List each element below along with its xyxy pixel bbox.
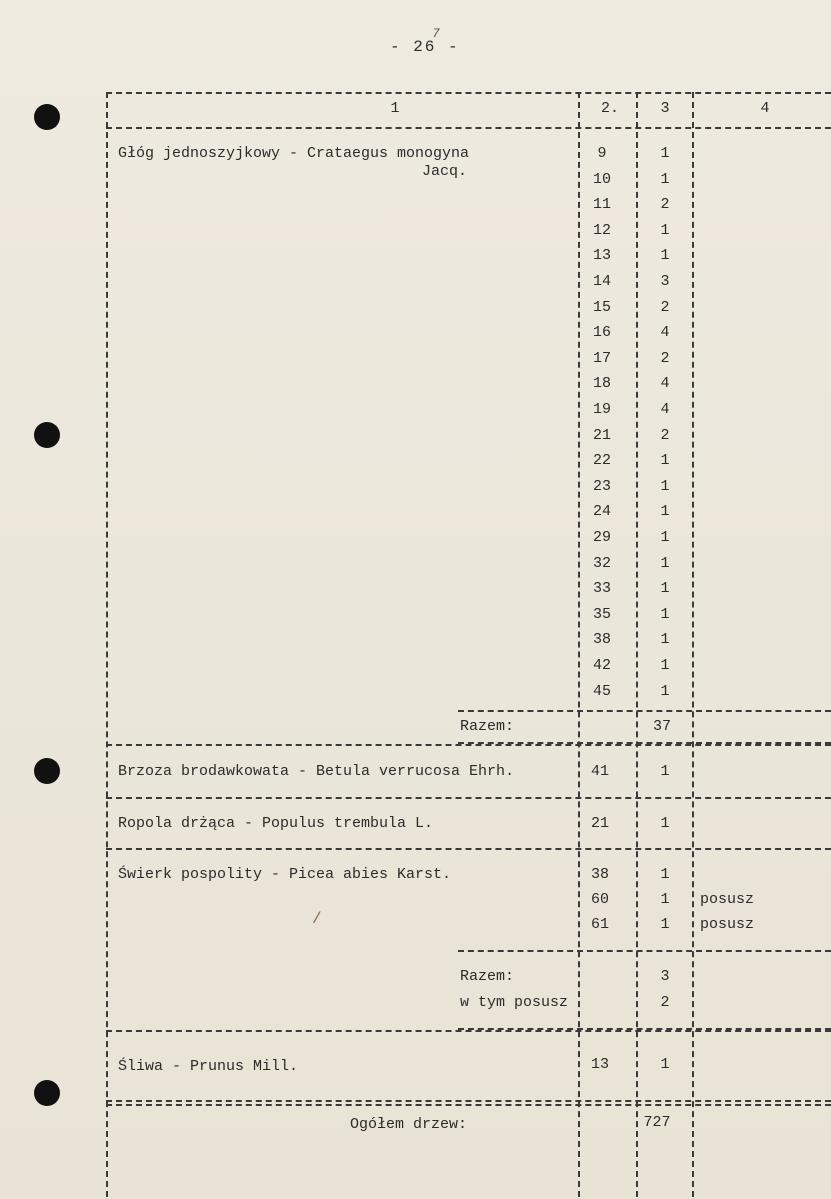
tree-count: 1	[660, 815, 670, 832]
tree-count: 1	[660, 221, 670, 239]
section-divider	[106, 1100, 831, 1102]
tree-count: 1	[660, 247, 670, 265]
section-divider-double	[106, 1104, 831, 1106]
punch-hole	[34, 104, 60, 130]
tree-number: 42	[592, 657, 611, 674]
species-name: Ropola drżąca - Populus trembula L.	[118, 815, 434, 832]
posusz-label: w tym posusz	[460, 994, 569, 1011]
tree-number: 10	[592, 170, 611, 188]
tree-count: 1	[660, 916, 670, 933]
tree-note: posusz	[700, 916, 755, 933]
tree-count: 1	[660, 891, 670, 908]
tree-count: 1	[660, 580, 670, 598]
species-name: Głóg jednoszyjkowy - Crataegus monogyna	[118, 145, 470, 162]
tree-number: 21	[592, 426, 611, 444]
tree-number: 33	[592, 580, 611, 598]
tree-number: 32	[592, 554, 611, 572]
tree-count: 1	[660, 529, 670, 546]
tree-number: 11	[592, 196, 611, 214]
razem-label: Razem:	[460, 968, 515, 985]
section-divider	[106, 797, 831, 799]
header-bottom-border	[106, 127, 831, 129]
tree-number: 29	[592, 529, 611, 546]
page-number: - 26 -	[390, 38, 460, 56]
tree-number: 61	[590, 916, 609, 933]
tree-number: 19	[592, 401, 611, 418]
razem-value: 3	[660, 968, 670, 985]
tree-number: 38	[590, 866, 609, 883]
tree-count: 1	[660, 452, 670, 470]
tree-number: 21	[590, 815, 609, 832]
tree-number: 12	[592, 221, 611, 239]
tree-number: 41	[590, 763, 609, 780]
tree-number: 35	[592, 605, 611, 623]
species-name: Brzoza brodawkowata - Betula verrucosa Ehrh.	[118, 763, 515, 780]
razem-top-line	[458, 710, 831, 712]
species-name: Świerk pospolity - Picea abies Karst.	[118, 866, 452, 883]
total-label: Ogółem drzew:	[350, 1116, 468, 1133]
section-divider	[106, 744, 831, 746]
section-divider	[106, 848, 831, 850]
tree-number: 15	[592, 298, 611, 316]
tree-count: 1	[660, 631, 670, 649]
posusz-value: 2	[660, 994, 670, 1011]
tree-count: 1	[660, 657, 670, 674]
tree-count: 1	[660, 477, 670, 495]
punch-hole	[34, 422, 60, 448]
species-name: Śliwa - Prunus Mill.	[118, 1058, 299, 1075]
tree-number: 45	[592, 682, 611, 700]
tree-number: 9	[597, 145, 607, 162]
tree-count: 4	[660, 324, 670, 342]
punch-hole	[34, 1080, 60, 1106]
section-divider	[106, 1030, 831, 1032]
tree-count: 1	[660, 605, 670, 623]
tree-number: 13	[590, 1056, 609, 1073]
punch-hole	[34, 758, 60, 784]
razem-value: 37	[652, 718, 671, 735]
tree-count: 2	[660, 196, 670, 214]
tree-count: 4	[660, 401, 670, 418]
tree-count: 1	[660, 145, 670, 162]
header-col-4: 4	[760, 100, 770, 117]
tree-note: posusz	[700, 891, 755, 908]
tree-count: 1	[660, 170, 670, 188]
header-col-1: 1	[390, 100, 400, 117]
tree-count: 4	[660, 375, 670, 393]
tree-number: 14	[592, 273, 611, 290]
tree-number: 18	[592, 375, 611, 393]
total-value: 727	[643, 1114, 671, 1131]
tree-count: 1	[660, 1056, 670, 1073]
tree-number: 38	[592, 631, 611, 649]
tree-number: 23	[592, 477, 611, 495]
tree-count: 3	[660, 273, 670, 290]
page-number-correction: 7	[432, 26, 440, 41]
tree-count: 2	[660, 298, 670, 316]
header-col-3: 3	[660, 100, 670, 117]
tree-number: 22	[592, 452, 611, 470]
species-name-author: Jacq.	[422, 163, 468, 180]
tree-count: 1	[660, 682, 670, 700]
stray-mark: /	[312, 910, 322, 928]
tree-number: 16	[592, 324, 611, 342]
header-col-2: 2.	[600, 100, 619, 117]
tree-count: 2	[660, 426, 670, 444]
tree-number: 13	[592, 247, 611, 265]
tree-number: 60	[590, 891, 609, 908]
tree-count: 1	[660, 866, 670, 883]
razem-top-line	[458, 950, 831, 952]
tree-number: 24	[592, 503, 611, 521]
table-top-border	[106, 92, 831, 94]
tree-count: 1	[660, 763, 670, 780]
razem-label: Razem:	[460, 718, 515, 735]
tree-count: 1	[660, 503, 670, 521]
tree-count: 1	[660, 554, 670, 572]
tree-number: 17	[592, 349, 611, 367]
tree-count: 2	[660, 349, 670, 367]
